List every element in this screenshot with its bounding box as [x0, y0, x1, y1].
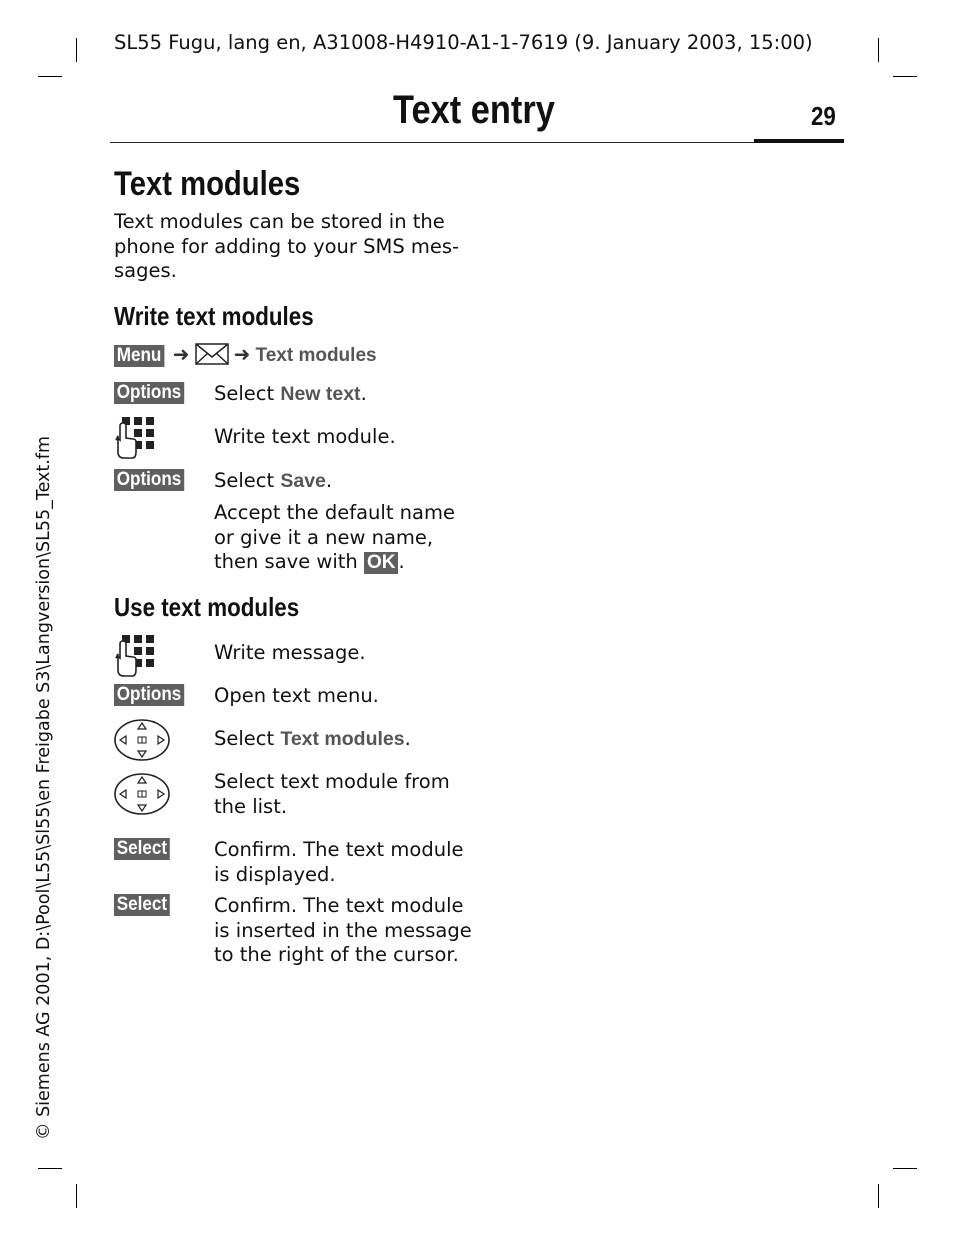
step-line: is displayed.	[214, 862, 336, 886]
step-highlight: Save	[280, 470, 326, 492]
arrow-icon: ➜	[233, 342, 251, 366]
menu-path	[114, 342, 377, 367]
step-text-pre: Select	[214, 727, 281, 750]
ok-key: OK	[364, 552, 399, 574]
section-title: Text modules	[114, 165, 301, 203]
menu-key: Menu	[114, 345, 164, 367]
step-line: is inserted in the message	[214, 918, 472, 942]
envelope-icon	[195, 342, 229, 366]
step-text	[214, 894, 472, 968]
note-line: or give it a new name,	[214, 525, 434, 549]
keypad-icon	[114, 416, 156, 460]
step-text	[214, 382, 367, 407]
page-number: 29	[811, 101, 836, 131]
step-highlight: New text	[280, 383, 361, 405]
save-note	[214, 501, 455, 575]
crop-mark	[878, 38, 879, 62]
options-key: Options	[114, 469, 184, 491]
crop-mark	[38, 1168, 62, 1169]
header-rule	[110, 142, 844, 143]
intro-line: Text modules can be stored in the	[114, 210, 445, 233]
note-end: .	[398, 550, 405, 573]
step-text	[214, 727, 411, 752]
select-key: Select	[114, 894, 170, 916]
step-text-pre: Select	[214, 382, 281, 405]
select-key: Select	[114, 838, 170, 860]
use-heading: Use text modules	[114, 592, 300, 622]
step-text	[214, 770, 450, 819]
crop-mark	[38, 76, 62, 77]
note-line	[214, 550, 455, 575]
intro-line: sages.	[114, 259, 177, 282]
options-key: Options	[114, 684, 184, 706]
crop-mark	[76, 1184, 77, 1208]
file-path-sidebar: © Siemens AG 2001, D:\Pool\L55\Sl55\en Freigabe S3\Langversion\SL55_Text.fm	[34, 435, 54, 1140]
nav-joystick-icon	[113, 718, 171, 762]
step-text-post: .	[404, 727, 411, 750]
step-text: Open text menu.	[214, 684, 379, 707]
step-line: Confirm. The text module	[214, 838, 464, 861]
step-text	[214, 469, 332, 494]
step-text: Write text module.	[214, 425, 396, 448]
write-heading: Write text modules	[114, 301, 314, 331]
step-text-post: .	[325, 469, 333, 492]
step-line: the list.	[214, 794, 288, 818]
step-text	[214, 838, 463, 887]
crop-mark	[893, 76, 917, 77]
crop-mark	[893, 1168, 917, 1169]
options-key: Options	[114, 382, 184, 404]
note-line-text: then save with	[214, 550, 364, 573]
keypad-icon	[114, 634, 156, 678]
crop-mark	[878, 1184, 879, 1208]
step-text-post: .	[360, 382, 367, 405]
menu-target: Text modules	[255, 345, 377, 366]
intro-paragraph	[114, 210, 459, 284]
step-text-pre: Select	[214, 469, 281, 492]
arrow-icon: ➜	[172, 342, 190, 366]
intro-line: phone for adding to your SMS mes-	[114, 234, 460, 258]
step-line: Select text module from	[214, 770, 450, 793]
crop-mark	[76, 38, 77, 62]
step-highlight: Text modules	[280, 728, 405, 750]
page-number-bar	[754, 139, 844, 143]
step-line: to the right of the cursor.	[214, 943, 459, 966]
note-line: Accept the default name	[214, 501, 455, 524]
chapter-title: Text entry	[393, 88, 555, 132]
document-info: SL55 Fugu, lang en, A31008-H4910-A1-1-7619 (9. January 2003, 15:00)	[114, 31, 813, 54]
step-line: Confirm. The text module	[214, 894, 464, 917]
nav-joystick-icon	[113, 772, 171, 816]
step-text: Write message.	[214, 641, 366, 664]
